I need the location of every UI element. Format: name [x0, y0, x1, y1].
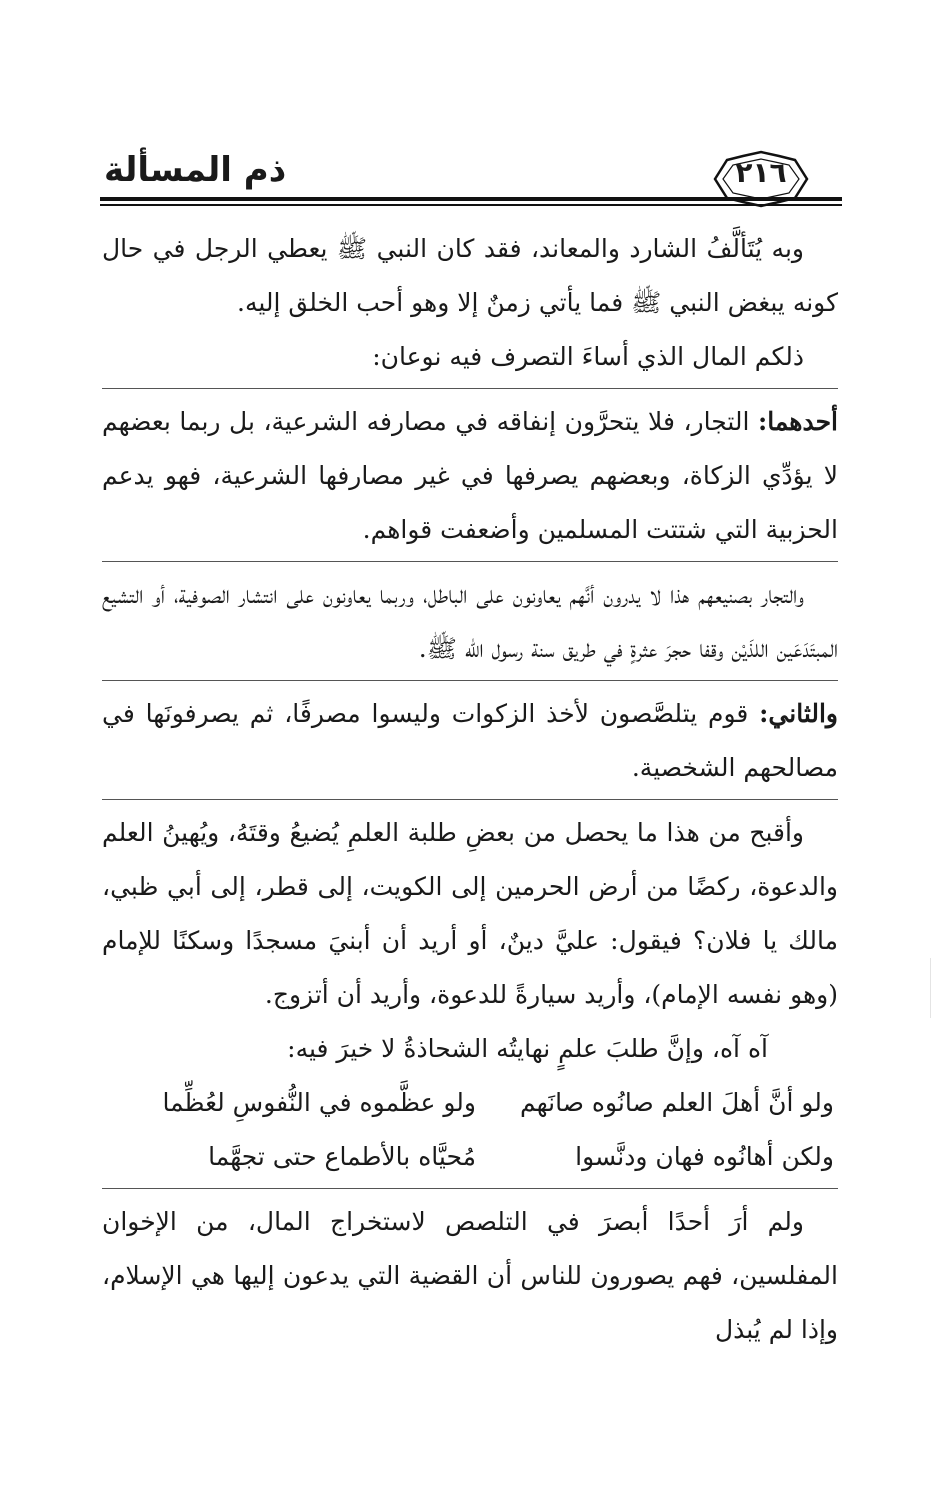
- page-edge-mark: [930, 958, 931, 1018]
- paragraph-divider: [102, 680, 838, 681]
- verse-second-half: مُحيَّاه بالأطماع حتى تجهَّما: [208, 1142, 476, 1171]
- page-number: ٢١٦: [735, 156, 787, 189]
- paragraph-3: [102, 395, 838, 557]
- paragraph-2: ذلكم المال الذي أساءَ التصرف فيه نوعان:: [372, 342, 804, 371]
- paragraph-1: وبه يُتَألَّفُ الشارد والمعاند، فقد كان النبي ﷺ يعطي الرجل في حال كونه يبغض النبي ﷺ فما يأتي زمنٌ إلا وهو أحب الخلق إليه.: [102, 234, 838, 317]
- verse-second-half: ولو عظَّموه في النُّفوسِ لعُظِّما: [162, 1088, 476, 1117]
- paragraph-3-lead: أحدهما:: [757, 407, 838, 436]
- paragraph-divider: [102, 561, 838, 562]
- paragraph-5: [102, 687, 838, 795]
- verse-first-half: ولكن أهانُوه فهان ودنَّسوا: [575, 1142, 834, 1171]
- poem: [102, 1076, 838, 1184]
- verse-intro: آه آه، وإنَّ طلبَ علمٍ نهايتُه الشحاذةُ لا خيرَ فيه:: [287, 1034, 768, 1063]
- paragraph-divider: [102, 799, 838, 800]
- verse-line: [102, 1130, 838, 1184]
- paragraph-5-text: قوم يتلصَّصون لأخذ الزكوات وليسوا مصرفًا، ثم يصرفونَها في مصالحهم الشخصية.: [102, 699, 838, 782]
- verse-line: [102, 1076, 838, 1130]
- verse-first-half: ولو أنَّ أهلَ العلم صانُوه صانَهم: [519, 1088, 834, 1117]
- paragraph-4: والتجار بصنيعهم هذا لا يدرون أنَّهم يعاونون على الباطل، وربما يعاونون على انتشار الصوفية، أو التشيع المبتَدَعَين اللذَيْن وقفا حجرَ عثرةٍ في طريق سنة رسول الله ﷺ.: [102, 580, 838, 663]
- book-title: ذم المسألة: [104, 150, 287, 190]
- header-rule-thin: [100, 204, 842, 206]
- header-rule: [100, 197, 842, 201]
- paragraph-5-lead: والثاني:: [759, 699, 838, 728]
- paragraph-8: ولم أرَ أحدًا أبصرَ في التلصص لاستخراج المال، من الإخوان المفلسين، فهم يصورون للناس أن القضية التي يدعون إليها هي الإسلام، وإذا لم يُبذل: [102, 1207, 838, 1344]
- page-body: [102, 222, 838, 1357]
- paragraph-3-text: التجار، فلا يتحرَّون إنفاقه في مصارفه الشرعية، بل ربما بعضهم لا يؤدِّي الزكاة، وبعضهم يصرفها في غير مصارفها الشرعية، فهو يدعم الحزبية التي شتتت المسلمين وأضعفت قواهم.: [102, 407, 838, 544]
- paragraph-divider: [102, 1188, 838, 1189]
- paragraph-divider: [102, 388, 838, 389]
- paragraph-6: وأقبح من هذا ما يحصل من بعضِ طلبة العلمِ يُضيعُ وقتَهُ، ويُهينُ العلم والدعوة، ركضًا من أرض الحرمين إلى الكويت، إلى قطر، إلى أبي ظبي، مالك يا فلان؟ فيقول: عليَّ دينٌ، أو أريد أن أبنيَ مسجدًا وسكنًا للإمام (وهو نفسه الإمام)، وأريد سيارةً للدعوة، وأريد أن أتزوج.: [102, 818, 838, 1009]
